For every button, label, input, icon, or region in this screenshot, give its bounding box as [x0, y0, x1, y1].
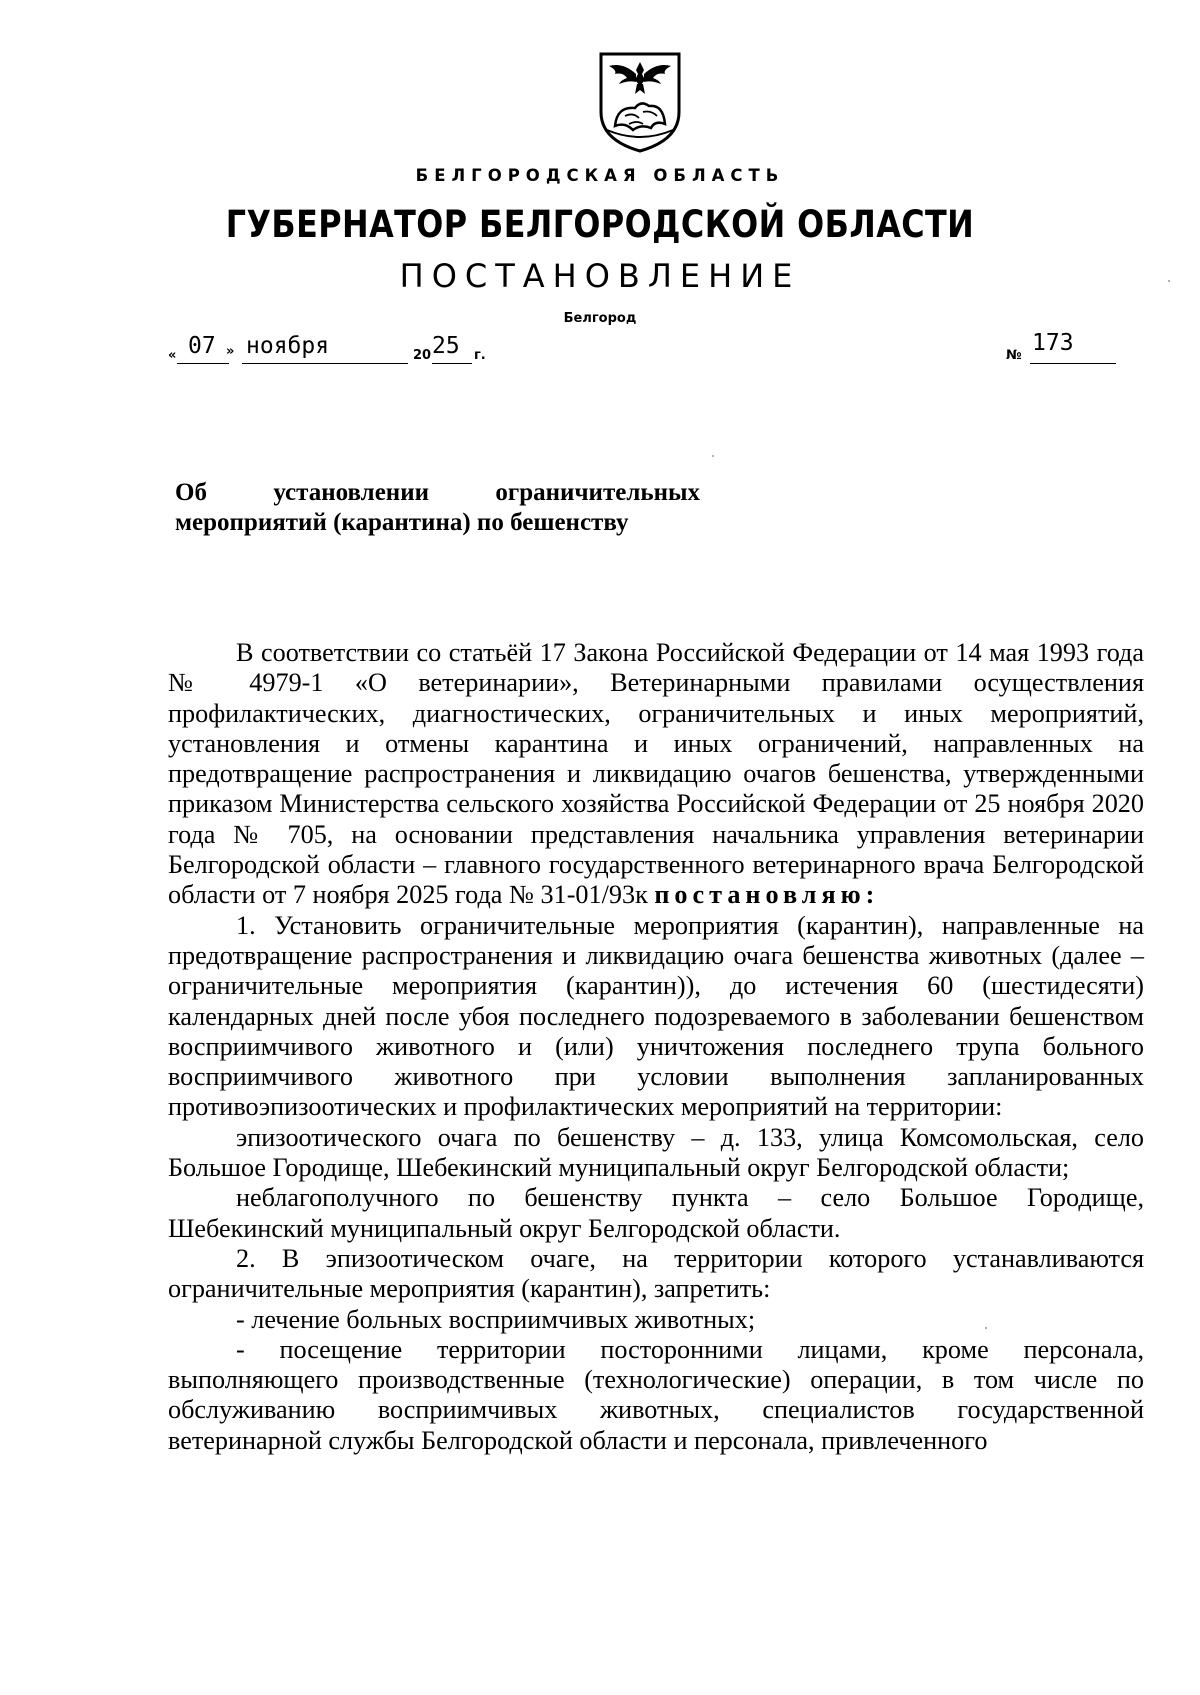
date-year-suffix: 25: [432, 333, 460, 359]
date-year-mark: г.: [474, 348, 486, 363]
clause-2: 2. В эпизоотическом очаге, на территории которого устанавливаются ограничительные мероприятия (карантин), запретить:: [168, 1243, 1144, 1304]
subject-word: установлении: [273, 479, 430, 506]
scan-speck: [1168, 280, 1170, 282]
preamble-paragraph: [168, 638, 1144, 911]
document-body: [168, 638, 1144, 1456]
clause-1: 1. Установить ограничительные мероприятия (карантин), направленные на предотвращение распространения и ликвидацию очага бешенства животных (далее – ограничительные мероприятия (карантин)), до истечения 60 (шестидесяти) календарных дней после убоя последнего подозреваемого в заболевании бешенством восприимчивого животного и (или) уничтожения последнего трупа больного восприимчивого животного при условии выполнения запланированных противоэпизоотических и профилактических мероприятий на территории:: [168, 910, 1144, 1122]
number-label: №: [1006, 348, 1022, 363]
clause-2-item-2: - посещение территории посторонними лицами, кроме персонала, выполняющего производственные (технологические) операции, в том числе по обслуживанию восприимчивых животных, специалистов государственной ветеринарной службы Белгородской области и персонала, привлеченного: [168, 1334, 1144, 1455]
date-close-quote: »: [226, 344, 235, 359]
scan-speck: [712, 455, 714, 457]
subject-word: ограничительных: [495, 479, 700, 506]
year-underline: [432, 363, 472, 364]
scan-speck: [985, 1327, 987, 1329]
subject-word: Об: [175, 479, 207, 506]
month-underline: [242, 363, 408, 364]
clause-1-area: неблагополучного по бешенству пункта – село Большое Городище, Шебекинский муниципальный округ Белгородской области.: [168, 1183, 1144, 1243]
belgorod-coat-of-arms-icon: [595, 50, 685, 155]
date-year-prefix: 20: [413, 348, 432, 363]
date-day: 07: [188, 333, 216, 359]
date-open-quote: «: [168, 348, 177, 363]
city-label: Белгород: [563, 311, 637, 326]
resolve-word: постановляю:: [654, 880, 880, 910]
region-title: БЕЛГОРОДСКАЯ ОБЛАСТЬ: [415, 166, 785, 185]
day-underline: [177, 363, 229, 364]
clause-1-focus: эпизоотического очага по бешенству – д. 133, улица Комсомольская, село Большое Городище, Шебекинский муниципальный округ Белгородской области;: [168, 1122, 1144, 1183]
preamble-text: В соответствии со статьёй 17 Закона Российской Федерации от 14 мая 1993 года № 4979-1 «О ветеринарии», Ветеринарными правилами осуществления профилактических, диагностических, ограничительных и иных мероприятий, установления и отмены карантина и иных ограничений, направленных на предотвращение распространения и ликвидацию очагов бешенства, утвержденными приказом Министерства сельского хозяйства Российской Федерации от 25 ноября 2020 года № 705, на основании представления начальника управления ветеринарии Белгородской области – главного государственного ветеринарного врача Белгородской области от 7 ноября 2025 года № 31-01/93к: [168, 638, 1144, 910]
number-underline: [1030, 363, 1116, 364]
document-subject: [175, 478, 700, 538]
date-month: ноября: [246, 333, 330, 359]
document-number: 173: [1032, 330, 1074, 356]
clause-2-item-1: - лечение больных восприимчивых животных;: [236, 1304, 756, 1334]
subject-line-2: мероприятий (карантина) по бешенству: [175, 509, 629, 536]
authority-title: ГУБЕРНАТОР БЕЛГОРОДСКОЙ ОБЛАСТИ: [225, 203, 975, 246]
document-type: ПОСТАНОВЛЕНИЕ: [399, 257, 801, 295]
